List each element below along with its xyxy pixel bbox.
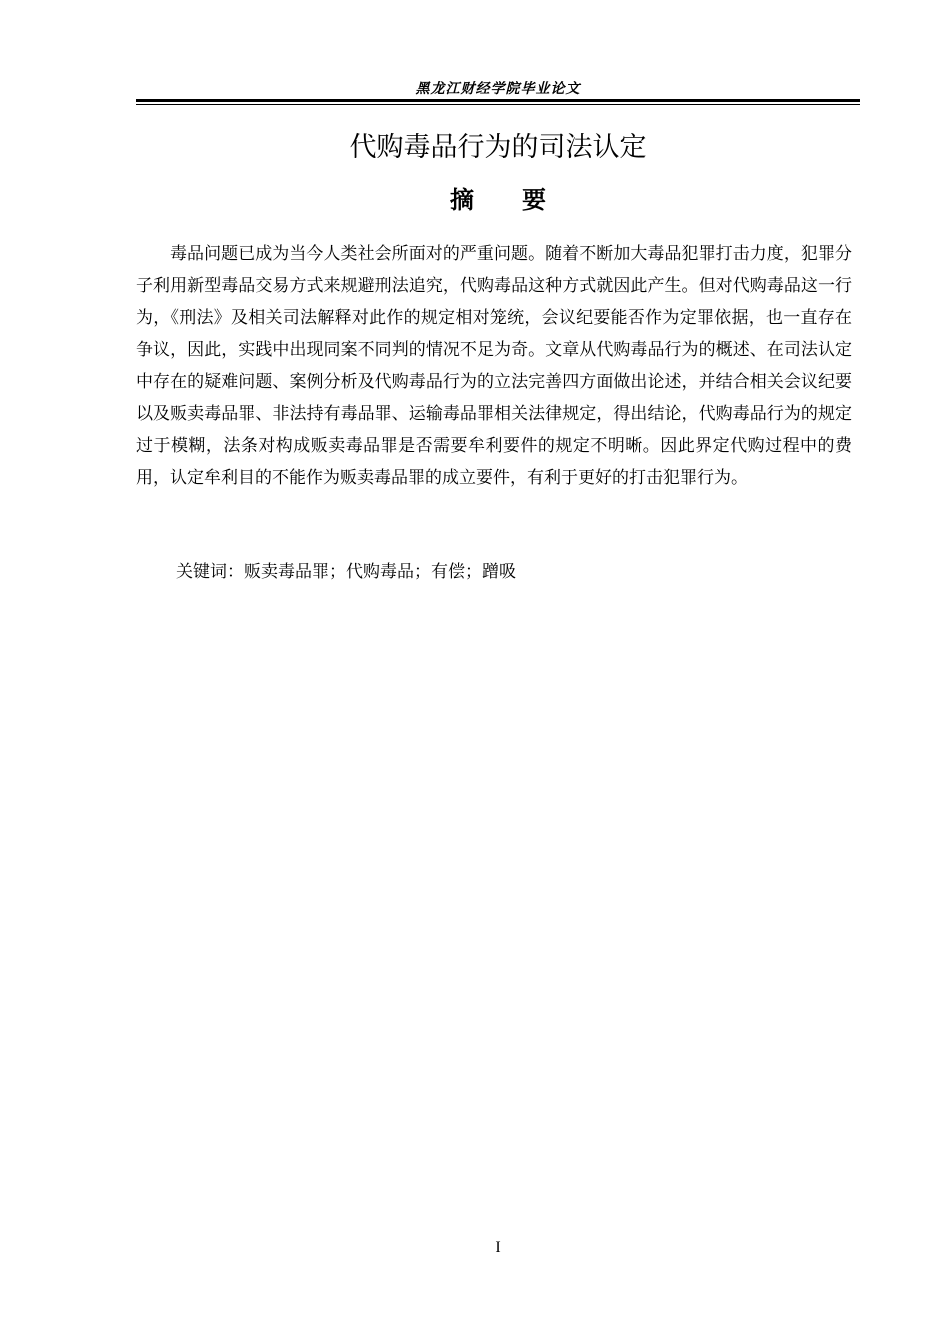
keywords-value: 贩卖毒品罪；代购毒品；有偿；蹭吸: [244, 562, 516, 582]
abstract-heading-char-1: 摘: [450, 186, 474, 214]
keywords-label: 关键词：: [176, 562, 244, 582]
abstract-heading-char-2: 要: [522, 186, 546, 214]
keywords-line: [176, 556, 516, 588]
page-number: I: [495, 1239, 501, 1256]
header-rule-thick: [136, 99, 860, 102]
document-title: 代购毒品行为的司法认定: [349, 132, 647, 163]
abstract-heading: [136, 184, 860, 216]
page-header: 黑龙江财经学院毕业论文: [415, 81, 581, 97]
header-rule-thin: [136, 104, 860, 105]
abstract-body: 毒品问题已成为当今人类社会所面对的严重问题。随着不断加大毒品犯罪打击力度，犯罪分子利用新型毒品交易方式来规避刑法追究，代购毒品这种方式就因此产生。但对代购毒品这一行为，《刑法》及相关司法解释对此作的规定相对笼统，会议纪要能否作为定罪依据，也一直存在争议，因此，实践中出现同案不同判的情况不足为奇。文章从代购毒品行为的概述、在司法认定中存在的疑难问题、案例分析及代购毒品行为的立法完善四方面做出论述，并结合相关会议纪要以及贩卖毒品罪、非法持有毒品罪、运输毒品罪相关法律规定，得出结论，代购毒品行为的规定过于模糊，法条对构成贩卖毒品罪是否需要牟利要件的规定不明晰。因此界定代购过程中的费用，认定牟利目的不能作为贩卖毒品罪的成立要件，有利于更好的打击犯罪行为。: [136, 244, 852, 488]
